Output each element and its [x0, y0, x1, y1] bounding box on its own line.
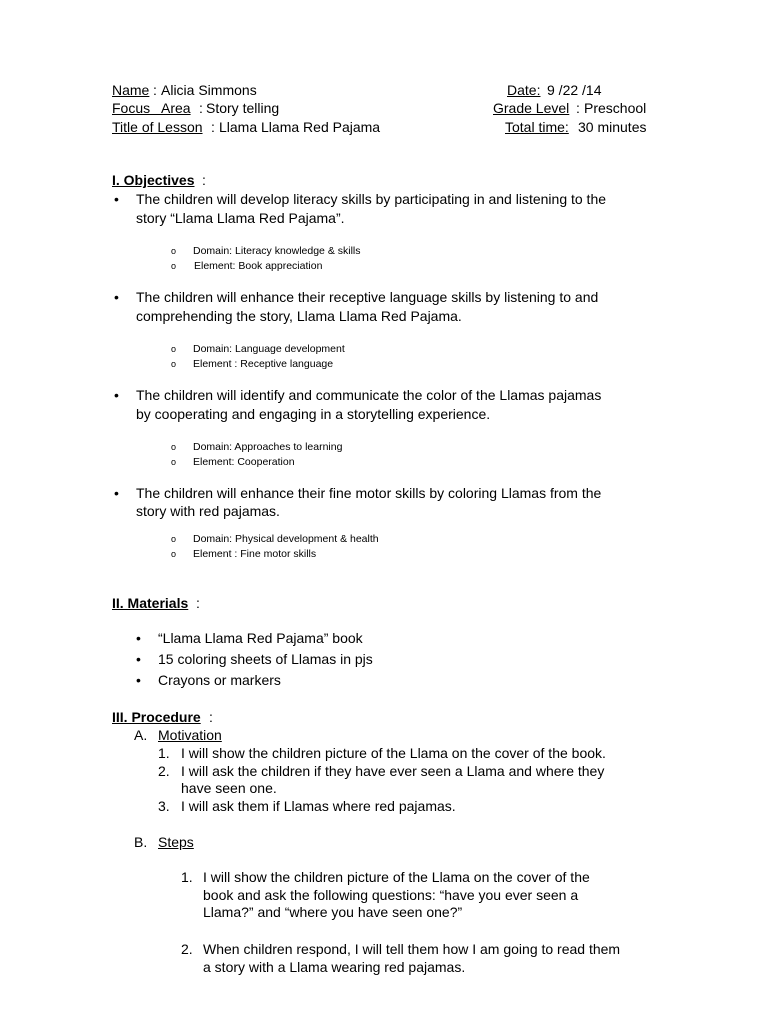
circle-bullet-icon: o — [171, 442, 177, 452]
material-item: Crayons or markers — [158, 672, 281, 688]
step-line: Llama?” and “where you have seen one?” — [203, 904, 463, 920]
materials-heading: II. Materials — [112, 595, 189, 611]
list-number: 3. — [158, 798, 170, 814]
objective-domain: Domain: Physical development & health — [193, 533, 379, 545]
section-b-marker: B. — [134, 834, 148, 850]
title-value: Llama Llama Red Pajama — [219, 119, 381, 135]
colon: : — [209, 709, 213, 725]
section-a-marker: A. — [134, 727, 148, 743]
circle-bullet-icon: o — [171, 534, 177, 544]
step-line: When children respond, I will tell them how I am going to read them — [203, 941, 621, 957]
name-value: Alicia Simmons — [161, 82, 257, 98]
step-line: I will show the children picture of the Llama on the cover of the — [203, 869, 590, 885]
objective-element: Element : Fine motor skills — [193, 548, 317, 560]
bullet-icon: • — [114, 191, 119, 207]
material-item: “Llama Llama Red Pajama” book — [158, 630, 363, 646]
bullet-icon: • — [114, 387, 119, 403]
time-value: 30 minutes — [578, 119, 647, 135]
colon: : — [199, 100, 203, 116]
motivation-line: have seen one. — [181, 780, 277, 796]
colon: : — [211, 119, 215, 135]
material-item: 15 coloring sheets of Llamas in pjs — [158, 651, 373, 667]
objective-line: The children will enhance their fine motor skills by coloring Llamas from the — [136, 485, 602, 501]
bullet-icon: • — [136, 630, 141, 646]
colon: : — [576, 100, 580, 116]
grade-value: Preschool — [584, 100, 647, 116]
name-label: Name — [112, 82, 150, 98]
objective-element: Element: Book appreciation — [194, 260, 323, 272]
bullet-icon: • — [136, 651, 141, 667]
list-number: 1. — [181, 869, 193, 885]
objective-line: comprehending the story, Llama Llama Red Pajama. — [136, 308, 462, 324]
colon: : — [202, 172, 206, 188]
date-value: 9 /22 /14 — [547, 82, 602, 98]
bullet-icon: • — [136, 672, 141, 688]
steps-title: Steps — [158, 834, 194, 850]
title-label: Title of Lesson — [112, 119, 203, 135]
objective-domain: Domain: Approaches to learning — [193, 441, 343, 453]
circle-bullet-icon: o — [171, 261, 177, 271]
objective-line: by cooperating and engaging in a storytelling experience. — [136, 406, 491, 422]
circle-bullet-icon: o — [171, 457, 177, 467]
objective-domain: Domain: Language development — [193, 343, 345, 355]
objective-domain: Domain: Literacy knowledge & skills — [193, 245, 361, 257]
focus-label: Focus Area — [112, 100, 191, 116]
bullet-icon: • — [114, 289, 119, 305]
motivation-title: Motivation — [158, 727, 222, 743]
objective-element: Element: Cooperation — [193, 456, 295, 468]
list-number: 2. — [158, 763, 170, 779]
motivation-line: I will ask the children if they have ever seen a Llama and where they — [181, 763, 605, 779]
list-number: 2. — [181, 941, 193, 957]
date-label: Date: — [507, 82, 541, 98]
bullet-icon: • — [114, 485, 119, 501]
circle-bullet-icon: o — [171, 246, 177, 256]
motivation-line: I will ask them if Llamas where red pajamas. — [181, 798, 456, 814]
objectives-heading: I. Objectives — [112, 172, 195, 188]
motivation-line: I will show the children picture of the Llama on the cover of the book. — [181, 745, 606, 761]
step-line: book and ask the following questions: “have you ever seen a — [203, 887, 579, 903]
objective-line: The children will enhance their receptive language skills by listening to and — [136, 289, 599, 305]
list-number: 1. — [158, 745, 170, 761]
objective-line: story “Llama Llama Red Pajama”. — [136, 210, 345, 226]
procedure-heading: III. Procedure — [112, 709, 201, 725]
time-label: Total time: — [505, 119, 569, 135]
circle-bullet-icon: o — [171, 344, 177, 354]
circle-bullet-icon: o — [171, 549, 177, 559]
objective-line: The children will identify and communicate the color of the Llamas pajamas — [136, 387, 602, 403]
objective-line: story with red pajamas. — [136, 503, 280, 519]
step-line: a story with a Llama wearing red pajamas. — [203, 959, 466, 975]
grade-label: Grade Level — [493, 100, 570, 116]
objective-line: The children will develop literacy skills by participating in and listening to the — [136, 191, 607, 207]
colon: : — [196, 595, 200, 611]
objective-element: Element : Receptive language — [193, 358, 334, 370]
colon: : — [153, 82, 157, 98]
circle-bullet-icon: o — [171, 359, 177, 369]
focus-value: Story telling — [206, 100, 280, 116]
